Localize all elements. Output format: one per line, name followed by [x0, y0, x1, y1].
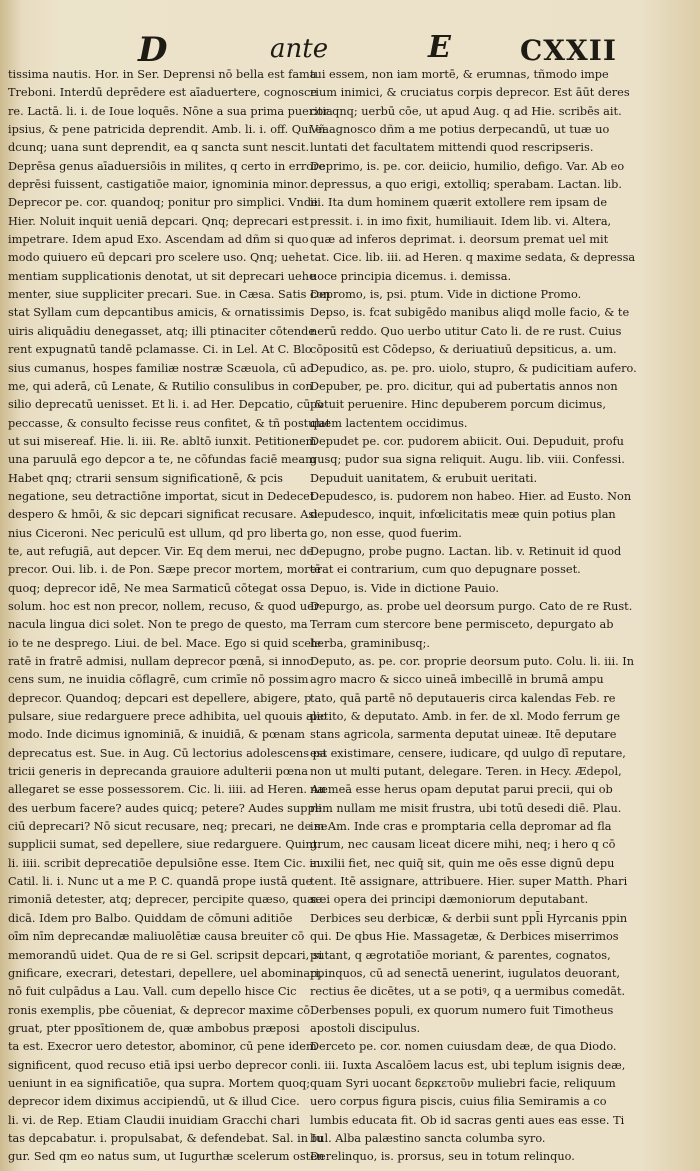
text-line: Hier. Noluit inquit ueniā depcari. Qnq; deprecari est	[8, 214, 309, 228]
text-line: despero & hmōi, & sic depcari significat recusare. Asi	[8, 508, 318, 522]
text-line: bul. Alba palæstino sancta columba syro.	[310, 1131, 546, 1145]
text-line: impetrare. Idem apud Exo. Ascendam ad dñm si quo	[8, 233, 309, 247]
text-line: Derbices seu derbicæ, & derbii sunt ppl̄i Hyrcanis ppin	[310, 911, 628, 925]
text-line: silio deprecatū uenisset. Et li. i. ad Her. Depcatio, cū &	[8, 398, 325, 412]
text-line: Derbenses populi, ex quorum numero fuit Timotheus	[310, 1003, 614, 1017]
text-line: Depugno, probe pugno. Lactan. lib. v. Retinuit id quod	[310, 544, 622, 558]
text-line: apostoli discipulus.	[310, 1021, 421, 1035]
text-line: deprecor. Quandoq; depcari est depellere, abigere, p	[8, 691, 312, 705]
text-line: li. iiii. scribit deprecatiōe depulsiōne esse. Item Cic. in	[8, 856, 321, 870]
text-line: næmeā esse herus opam deputat parui precii, qui ob	[310, 783, 613, 797]
text-line: negatione, seu detractiōne importat, sicut in Dedecet	[8, 489, 315, 503]
text-line: uiris aliquādiu denegasset, atq; illi ptinaciter cōtende	[8, 324, 316, 338]
text-line: nō fuit culpādus a Lau. Vall. cum depello hisce Cic	[8, 985, 297, 999]
text-line: deprecatus est. Sue. in Aug. Cū lectorius adolescens pa	[8, 746, 327, 760]
text-line: ipsius, & pene patricida deprendit. Amb. li. i. off. Qui ea	[8, 123, 329, 137]
text-line: tato, quā partē nō deputaueris circa kalendas Feb. re	[310, 691, 616, 705]
text-line: im Am. Inde cras e promptaria cella depromar ad fla	[310, 820, 612, 834]
text-line: ta est. Execror uero detestor, abominor, cū pene idem	[8, 1040, 317, 1054]
text-line: iii. Ita dum hominem quærit extollere rem ipsam de	[310, 196, 608, 210]
text-line: nerū reddo. Quo uerbo utitur Cato li. de re rust. Cuius	[310, 324, 622, 338]
text-line: oīm nīm deprecandæ maliuolētiæ causa breuiter cō	[8, 930, 305, 944]
text-line: tissima nautis. Hor. in Ser. Deprensi nō bella est fama	[8, 68, 317, 81]
text-line: quæ ad inferos deprimat. i. deorsum premat uel mit	[310, 233, 609, 247]
text-line: deprēsi fuissent, castigatiōe maior, ignominia minor.	[8, 178, 309, 192]
text-line: pulsare, siue redarguere prece adhibita, uel quouis alio	[8, 710, 327, 724]
text-line: Vñ agnosco dñm a me potius derpecandū, ut tuæ uo	[310, 123, 610, 137]
text-line: ratē in fratrē admisi, nullam deprecor pœnā, si innoc	[8, 655, 313, 668]
text-line: allegaret se esse possessorem. Cic. li. iiii. ad Heren. Au	[8, 783, 327, 797]
text-line: rem nullam me misit frustra, ubi totū desedi diē. Plau.	[310, 801, 622, 815]
text-line: menter, siue suppliciter precari. Sue. in Cæsa. Satis con	[8, 288, 331, 302]
text-line: Depso, is. fcat subigēdo manibus aliqd molle facio, & te	[310, 306, 630, 320]
text-line: pressit. i. in imo fixit, humiliauit. Idem lib. vi. Altera,	[310, 214, 612, 228]
text-line: stans agricola, sarmenta deputat uineæ. Itē deputare	[310, 728, 617, 742]
header-word: ante	[270, 34, 329, 64]
text-line: gur. Sed qm eo natus sum, ut Iugurthæ scelerum osten	[8, 1150, 325, 1164]
text-line: sæi opera dei principi dæmoniorum deputabant.	[310, 893, 589, 907]
text-line: erat ei contrarium, cum quo depugnare posset.	[310, 563, 581, 577]
text-line: quoq; deprecor idē, Ne mea Sarmaticū cōtegat ossa	[8, 581, 307, 595]
text-line: agro macro & sicco uineā imbecillē in brumā ampu	[310, 673, 604, 687]
text-line: stat Syllam cum depcantibus amicis, & ornatissimis	[8, 306, 305, 320]
text-line: significent, quod recuso etiā ipsi uerbo deprecor con	[8, 1058, 311, 1072]
text-line: Derceto pe. cor. nomen cuiusdam deæ, de qua Diodo.	[310, 1040, 617, 1054]
text-line: ronis exemplis, pbe cōueniat, & deprecor maxime cō	[8, 1003, 311, 1017]
running-header	[0, 30, 700, 70]
text-line: me, qui aderā, cū Lenate, & Rutilio consulibus in con	[8, 379, 313, 393]
text-line: rimoniā detester, atq; deprecer, percipite quæso, quæ	[8, 893, 318, 907]
text-line: go, non esse, quod fuerim.	[310, 526, 462, 540]
text-line: Depudesco, is. pudorem non habeo. Hier. ad Eusto. Non	[310, 489, 632, 503]
text-line: Habet qnq; ctrarii sensum significationē, & pcis	[8, 471, 283, 485]
text-line: rectius ēe dicētes, ut a se potiꝰ, q a uermibus comedāt.	[310, 985, 626, 999]
text-line: putant, q ægrotatiōe moriant, & parentes, cognatos,	[310, 948, 611, 962]
text-line: Deprecor pe. cor. quandoq; ponitur pro simplici. Vnde	[8, 196, 318, 210]
text-line: ppinquos, cū ad senectā uenerint, iugulatos deuorant,	[310, 966, 620, 980]
text-line: modo quiuero eū depcari pro scelere uso. Qnq; uehe	[8, 251, 310, 265]
text-line: Deprēsa genus aīaduersiōis in milites, q certo in errore	[8, 159, 326, 173]
text-line: cor qnq; uerbū cōe, ut apud Aug. q ad Hie. scribēs ait.	[310, 104, 622, 118]
text-line: Depurgo, as. probe uel deorsum purgo. Cato de re Rust.	[310, 599, 633, 613]
text-line: auxilii fiet, nec quiq̄ sit, quin me oēs esse dignū depu	[310, 856, 615, 870]
text-line: Depuduit uanitatem, & erubuit ueritati.	[310, 471, 538, 485]
text-line: rent expugnatū tandē pclamasse. Ci. in Lel. At C. Blo	[8, 343, 312, 357]
text-line: uero corpus figura piscis, cuius filia Semiramis a co	[310, 1095, 607, 1109]
text-line: cōpositū est Cōdepso, & deriuatiuū depsiticus, a. um.	[310, 343, 617, 357]
text-line: mentiam supplicationis denotat, ut sit deprecari uehe	[8, 269, 316, 283]
text-line: depudesco, inquit, infœlicitatis meæ quin potius plan	[310, 508, 616, 522]
text-line: est existimare, censere, iudicare, qd uulgo dī reputare,	[310, 746, 626, 760]
text-line: sius cumanus, hospes familiæ nostræ Scæuola, cū ad	[8, 361, 314, 375]
text-line: cens sum, ne inuidia cōflagrē, cum crimīe nō possim	[8, 673, 309, 687]
text-line: li. iii. Iuxta Ascalōem lacus est, ubi teplum isignis deæ,	[310, 1058, 626, 1072]
text-line: gruat, pter pposītionem de, quæ ambobus præposi	[8, 1021, 300, 1035]
text-line: nacula lingua dici solet. Non te prego de questo, ma	[8, 618, 308, 632]
text-line: tat. Cice. lib. iii. ad Heren. q maxime sedata, & depressa	[310, 251, 636, 265]
text-line: Treboni. Interdū deprēdere est aīaduertere, cognosce	[8, 86, 318, 100]
text-line: des uerbum facere? audes quicq; petere? Audes suppli	[8, 801, 322, 815]
text-line: luntati det facultatem mittendi quod rescripseris.	[310, 141, 594, 155]
text-line: lumbis educata fit. Ob id sacras genti aues eas esse. Ti	[310, 1113, 625, 1127]
text-line: Depuo, is. Vide in dictione Pauio.	[310, 581, 499, 595]
text-line: herba, graminibusq;.	[310, 636, 431, 650]
text-line: Depudico, as. pe. pro. uiolo, stupro, & pudicitiam aufero.	[310, 361, 637, 375]
text-line: nius Ciceroni. Nec periculū est ullum, qd pro liberta	[8, 526, 308, 540]
text-line: non ut multi putant, delegare. Teren. in Hecy. Ædepol,	[310, 765, 622, 779]
text-line: depressus, a quo erigi, extolliq; sperabam. Lactan. lib.	[310, 178, 622, 192]
text-line: li. vi. de Rep. Etiam Claudii inuidiam Gracchi chari	[8, 1113, 300, 1127]
text-line: Catil. li. i. Nunc ut a me P. C. quandā prope iustā que	[8, 875, 313, 889]
text-line: tas depcabatur. i. propulsabat, & defendebat. Sal. in Iu	[8, 1131, 324, 1145]
text-line: precor. Oui. lib. i. de Pon. Sæpe precor mortem, mortē	[8, 563, 321, 577]
text-line: tent. Itē assignare, attribuere. Hier. super Matth. Phari	[310, 875, 628, 889]
text-line: rium inimici, & cruciatus corpis deprecor. Est āūt deres	[310, 86, 630, 100]
right-text-column	[310, 66, 637, 1167]
text-line: io te ne desprego. Liui. de bel. Mace. Ego si quid scele	[8, 636, 322, 650]
text-line: grum, nec causam liceat dicere mihi, neq; i hero q cō	[310, 838, 616, 852]
text-line: ciū deprecari? Nō sicut recusare, neq; precari, ne de se	[8, 820, 328, 834]
text-line: deprecor idem diximus accipiendū, ut & illud Cice.	[8, 1095, 300, 1109]
text-line: quem lactentem occidimus.	[310, 416, 468, 430]
text-line: dicā. Idem pro Balbo. Quiddam de cōmuni aditiōe	[8, 911, 293, 925]
text-line: Derelinquo, is. prorsus, seu in totum relinquo.	[310, 1150, 575, 1164]
left-text-column	[8, 66, 333, 1167]
header-letter-left: D	[138, 30, 168, 70]
text-line: ut sui misereaf. Hie. li. iii. Re. abltō iunxit. Petitionem	[8, 434, 317, 448]
text-line: uoce principia dicemus. i. demissa.	[310, 269, 512, 283]
text-line: Depromo, is, psi. ptum. Vide in dictione Promo.	[310, 288, 582, 302]
text-line: una paruulā ego depcor a te, ne cōfundas faciē meam	[8, 453, 316, 467]
text-line: gusq; pudor sua signa reliquit. Augu. lib. viii. Confessi.	[310, 453, 625, 467]
text-line: qui. De qbus Hie. Massagetæ, & Derbices miserrimos	[310, 930, 619, 944]
text-line: ueniunt in ea significatiōe, qua supra. Mortem quoq;	[8, 1076, 311, 1090]
text-line: solum. hoc est non precor, nollem, recuso, & quod uer	[8, 599, 320, 613]
folio-number: CXXII	[520, 34, 617, 67]
header-letter-right: E	[428, 30, 451, 65]
text-line: Deputo, as. pe. cor. proprie deorsum puto. Colu. li. iii. In	[310, 655, 635, 668]
text-line: quam Syri uocant δερκετοῦν muliebri facie, reliquum	[310, 1076, 616, 1090]
text-line: Depudet pe. cor. pudorem abiicit. Oui. Depuduit, profu	[310, 434, 624, 448]
text-line: re. Lactā. li. i. de Ioue loquēs. Nōne a sua prima pueritia	[8, 104, 333, 118]
text-line: tricii generis in deprecanda grauiore adulterii pœna	[8, 765, 309, 779]
text-line: petito, & deputato. Amb. in fer. de xl. Modo ferrum ge	[310, 710, 621, 724]
text-line: tui essem, non iam mortē, & erumnas, tñmodo impe	[310, 68, 609, 81]
text-line: memorandū uidet. Qua de re si Gel. scripsit depcari, si	[8, 948, 323, 962]
text-line: peccasse, & consulto fecisse reus confitet, & tñ postulat	[8, 416, 331, 430]
text-line: Deprimo, is. pe. cor. deiicio, humilio, defigo. Var. Ab eo	[310, 159, 625, 173]
text-line: te, aut refugiā, aut depcer. Vir. Eq dem merui, nec de	[8, 544, 314, 558]
text-line: supplicii sumat, sed depellere, siue redarguere. Quint.	[8, 838, 321, 852]
text-line: potuit peruenire. Hinc depuberem porcum dicimus,	[310, 398, 606, 412]
text-line: dcunq; uana sunt deprendit, ea q sancta sunt nescit.	[8, 141, 310, 155]
text-line: modo. Inde dicimus ignominiā, & inuidiā, & pœnam	[8, 728, 305, 742]
text-line: gnificare, execrari, detestari, depellere, uel abominari,	[8, 966, 323, 980]
text-line: Terram cum stercore bene permisceto, depurgato ab	[310, 618, 614, 632]
text-line: Depuber, pe. pro. dicitur, qui ad pubertatis annos non	[310, 379, 618, 393]
